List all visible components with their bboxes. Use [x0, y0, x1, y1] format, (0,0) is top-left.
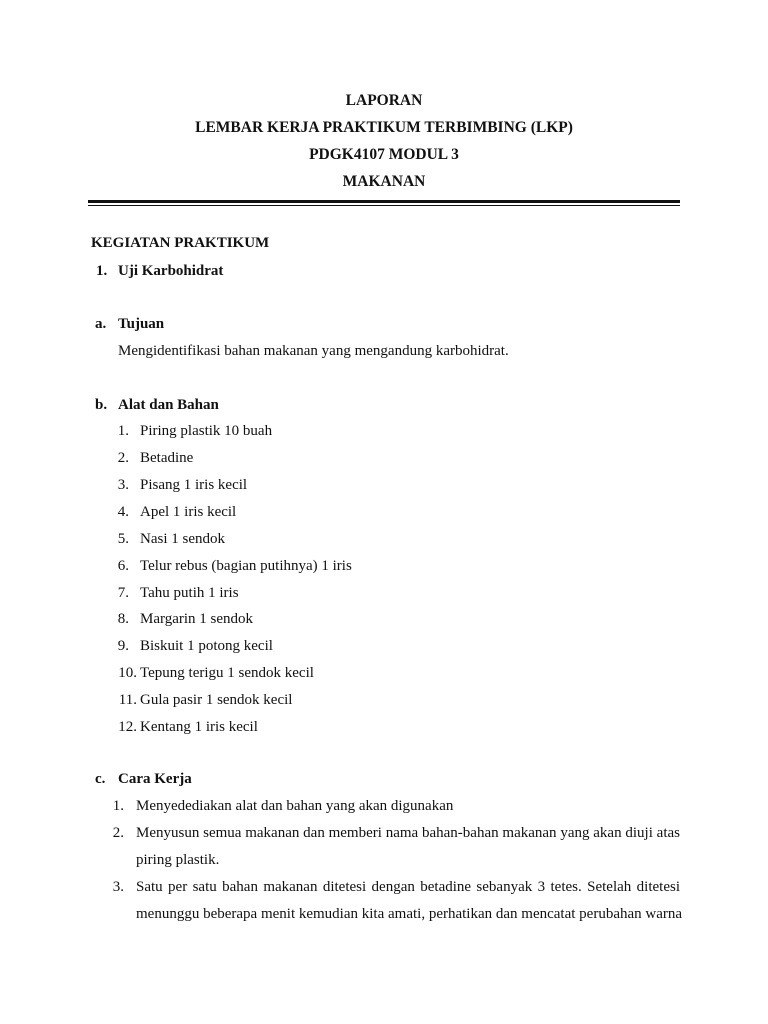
tujuan-heading: Tujuan [118, 316, 165, 332]
item-number: 1. [96, 263, 108, 279]
alat-item-text: Tepung terigu 1 sendok kecil [140, 665, 314, 681]
alat-item-number: 7. [117, 585, 129, 601]
item-title: Uji Karbohidrat [118, 263, 224, 279]
cara-step-number: 2. [112, 825, 124, 841]
cara-step-text: Satu per satu bahan makanan ditetesi dengan betadine sebanyak 3 tetes. Setelah ditetesi [136, 879, 680, 895]
title-divider-thick [88, 200, 680, 203]
report-title-lkp: LEMBAR KERJA PRAKTIKUM TERBIMBING (LKP) [195, 119, 573, 136]
alat-item-number: 9. [117, 638, 129, 654]
alat-item-text: Piring plastik 10 buah [140, 423, 273, 439]
alat-item-text: Gula pasir 1 sendok kecil [140, 692, 293, 708]
cara-step-text-continued: piring plastik. [136, 852, 220, 868]
cara-step-text: Menyedediakan alat dan bahan yang akan digunakan [136, 798, 454, 814]
alat-item-number: 8. [117, 611, 129, 627]
alat-item-text: Apel 1 iris kecil [140, 504, 237, 520]
alat-item-number: 2. [117, 450, 129, 466]
report-title-topic: MAKANAN [342, 173, 426, 190]
tujuan-marker: a. [95, 316, 107, 332]
alat-heading: Alat dan Bahan [118, 397, 219, 413]
title-divider-thin [88, 205, 680, 206]
cara-step-number: 1. [112, 798, 124, 814]
alat-item-number: 11. [118, 692, 137, 708]
report-title-laporan: LAPORAN [345, 92, 423, 109]
alat-marker: b. [95, 397, 108, 413]
alat-item-text: Kentang 1 iris kecil [140, 719, 258, 735]
alat-item-number: 1. [117, 423, 129, 439]
alat-item-number: 5. [117, 531, 129, 547]
cara-heading: Cara Kerja [118, 771, 192, 787]
alat-item-text: Betadine [140, 450, 194, 466]
cara-step-text: Menyusun semua makanan dan memberi nama bahan-bahan makanan yang akan diuji atas [136, 825, 680, 841]
alat-item-number: 6. [117, 558, 129, 574]
alat-item-text: Telur rebus (bagian putihnya) 1 iris [140, 558, 352, 574]
alat-item-text: Margarin 1 sendok [140, 611, 254, 627]
alat-item-number: 10. [118, 665, 137, 681]
section-heading: KEGIATAN PRAKTIKUM [91, 235, 270, 251]
alat-item-number: 3. [117, 477, 129, 493]
alat-item-number: 4. [117, 504, 129, 520]
alat-item-text: Biskuit 1 potong kecil [140, 638, 273, 654]
cara-marker: c. [95, 771, 106, 787]
tujuan-text: Mengidentifikasi bahan makanan yang mengandung karbohidrat. [118, 343, 509, 359]
cara-step-number: 3. [112, 879, 124, 895]
alat-item-text: Tahu putih 1 iris [140, 585, 239, 601]
alat-item-number: 12. [118, 719, 137, 735]
report-title-module: PDGK4107 MODUL 3 [309, 146, 459, 163]
alat-item-text: Nasi 1 sendok [140, 531, 225, 547]
alat-item-text: Pisang 1 iris kecil [140, 477, 248, 493]
cara-step-text-continued: menunggu beberapa menit kemudian kita amati, perhatikan dan mencatat perubahan warna [136, 906, 683, 922]
